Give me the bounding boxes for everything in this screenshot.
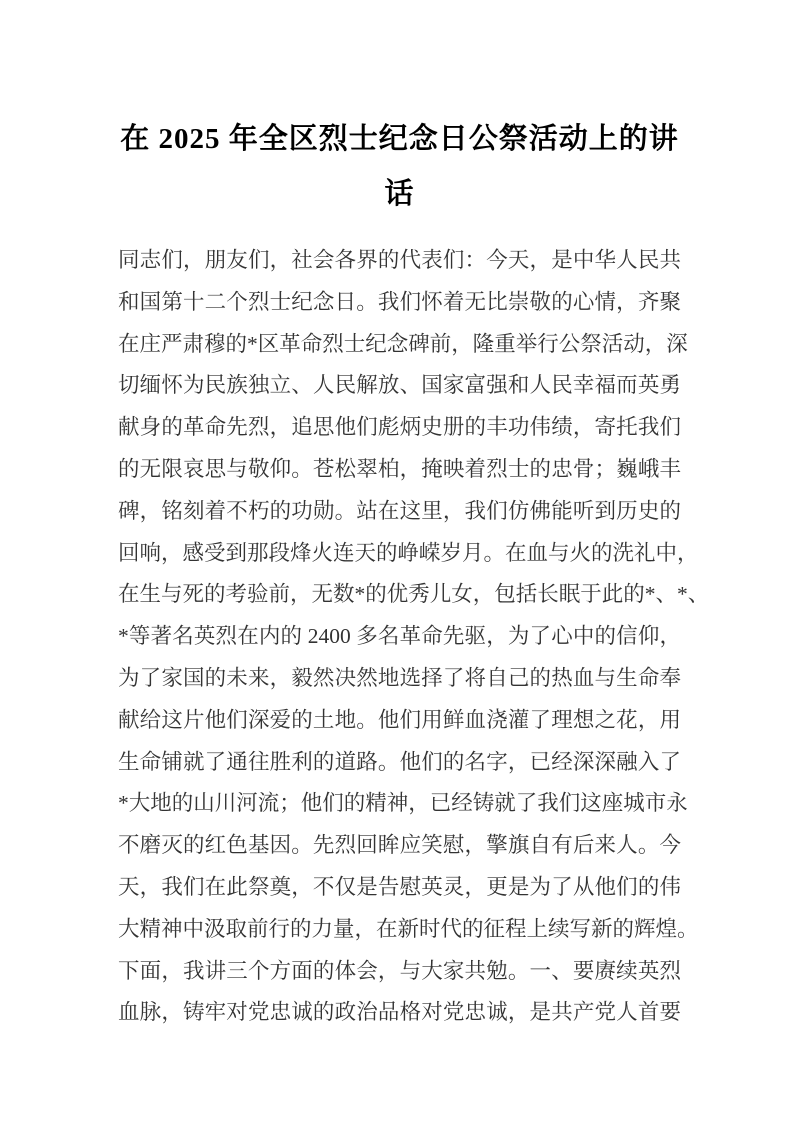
body-line: 为了家国的未来，毅然决然地选择了将自己的热血与生命奉: [118, 665, 681, 690]
title-line-1: 在 2025 年全区烈士纪念日公祭活动上的讲: [120, 123, 679, 155]
body-line: 不磨灭的红色基因。先烈回眸应笑慰，擎旗自有后来人。今: [118, 833, 681, 858]
body-line: *大地的山川河流；他们的精神，已经铸就了我们这座城市永: [118, 791, 688, 816]
title-line-2: 话: [384, 178, 415, 210]
body-line: 献给这片他们深爱的土地。他们用鲜血浇灌了理想之花，用: [118, 707, 681, 732]
page-title: [118, 112, 681, 222]
body-line: 在庄严肃穆的*区革命烈士纪念碑前，隆重举行公祭活动，深: [118, 331, 688, 356]
body-line: 大精神中汲取前行的力量，在新时代的征程上续写新的辉煌。: [118, 916, 699, 941]
document-body: [118, 240, 710, 1034]
body-line: *等著名英烈在内的 2400 多名革命先驱，为了心中的信仰，: [118, 624, 681, 649]
body-line: 碑，铭刻着不朽的功勋。站在这里，我们仿佛能听到历史的: [118, 498, 681, 523]
body-line: 在生与死的考验前，无数*的优秀儿女，包括长眠于此的*、*、: [118, 582, 710, 607]
body-line: 生命铺就了通往胜利的道路。他们的名字，已经深深融入了: [118, 749, 681, 774]
body-line: 同志们，朋友们，社会各界的代表们：今天，是中华人民共: [118, 248, 681, 272]
body-line: 回响，感受到那段烽火连天的峥嵘岁月。在血与火的洗礼中，: [118, 540, 699, 565]
body-line: 切缅怀为民族独立、人民解放、国家富强和人民幸福而英勇: [118, 373, 681, 398]
body-line: 下面，我讲三个方面的体会，与大家共勉。一、要赓续英烈: [118, 958, 681, 983]
body-line: 和国第十二个烈士纪念日。我们怀着无比崇敬的心情，齐聚: [118, 289, 681, 314]
body-line: 献身的革命先烈，追思他们彪炳史册的丰功伟绩，寄托我们: [118, 415, 681, 440]
body-line: 的无限哀思与敬仰。苍松翠柏，掩映着烈士的忠骨；巍峨丰: [118, 456, 681, 481]
body-line: 血脉，铸牢对党忠诚的政治品格对党忠诚，是共产党人首要: [118, 1000, 681, 1025]
body-line: 天，我们在此祭奠，不仅是告慰英灵，更是为了从他们的伟: [118, 874, 681, 899]
